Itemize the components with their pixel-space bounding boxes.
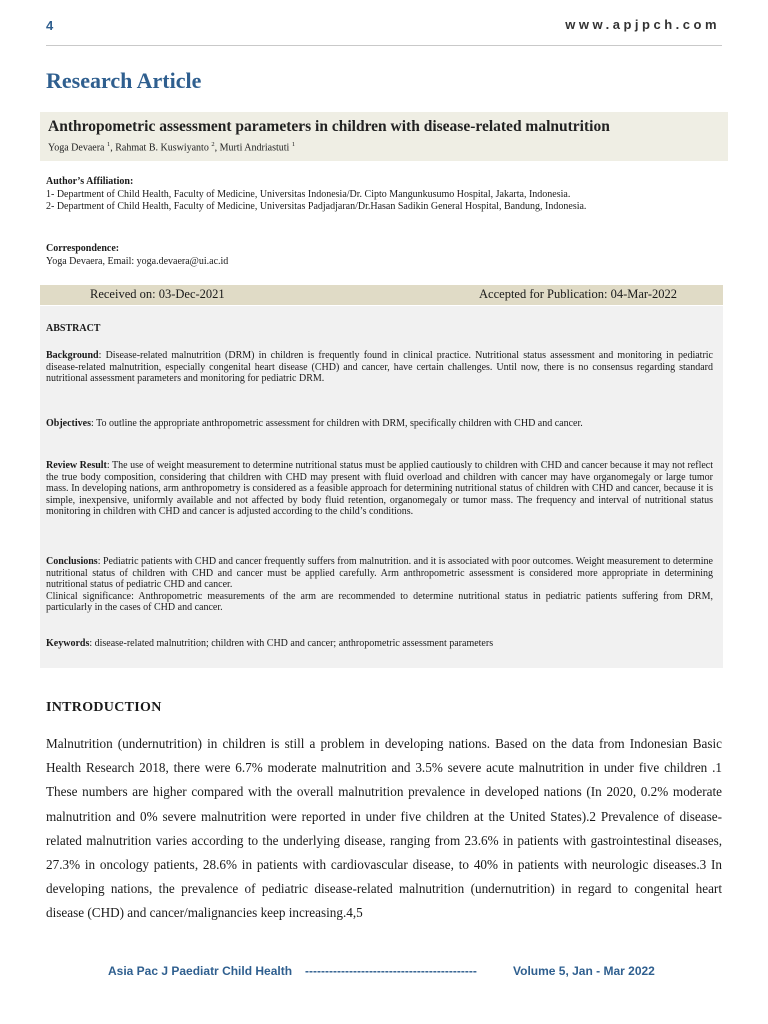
introduction-text: Malnutrition (undernutrition) in children is still a problem in developing nations. Based on the data from Indonesian Basic Health Research 2018, there were 6.7% moderate malnutrition and 3.5% severe acute malnutrition in under five children .1 These numbers are higher compared with the overall malnutrition prevalence in developed nations (In 2020, 0.2% moderate malnutrition and 0% severe malnutrition were reported in under five children at the United States).2 Prevalence of disease-related malnutrition varies according to the underlying disease, ranging from 23.6% in patients with gastrointestinal diseases, 27.3% in oncology patients, 28.6% in patients with cardiovascular disease, to 40% in patients with neurologic diseases.3 In developing nations, the prevalence of pediatric disease-related malnutrition (undernutrition) in regard to congenital heart disease (CHD) and cancer/malignancies keep increasing.4,5 — [46, 736, 722, 921]
journal-website[interactable]: www.apjpch.com — [565, 17, 720, 32]
author-name: Yoga Devaera — [48, 142, 105, 154]
abstract-conclusions-text: : Pediatric patients with CHD and cancer frequently suffers from malnutrition. and it is associated with poor outcomes. Weight measurement to determine nutritional status of children with CHD and cancer must be applied carefully. Arm anthropometric assessment is considered more appropriate in determining nutritional status of pediatric CHD and cancer. — [46, 556, 713, 591]
footer-journal: Asia Pac J Paediatr Child Health — [108, 964, 293, 978]
abstract-heading: ABSTRACT — [46, 323, 101, 334]
correspondence-section — [46, 243, 722, 268]
affiliation-section — [46, 176, 722, 214]
received-date: Received on: 03-Dec-2021 — [90, 287, 225, 301]
abstract-review-result — [46, 460, 713, 518]
abstract-conclusions-label: Conclusions — [46, 556, 98, 567]
abstract-keywords-text: : disease-related malnutrition; children with CHD and cancer; anthropometric assessment parameters — [89, 638, 494, 649]
footer-separator: ------------------------------------------- — [305, 964, 477, 978]
affiliation-heading: Author’s Affiliation: — [46, 176, 134, 187]
author-name: Murti Andriastuti — [219, 142, 290, 154]
dates-bar — [40, 285, 723, 305]
abstract-background — [46, 350, 713, 385]
author-affiliation-marker: 2 — [211, 141, 215, 148]
article-title: Anthropometric assessment parameters in children with disease-related malnutrition — [48, 118, 610, 135]
abstract-conclusions — [46, 556, 713, 614]
abstract-background-label: Background — [46, 350, 99, 361]
footer-volume: Volume 5, Jan - Mar 2022 — [513, 964, 655, 978]
abstract-clinical-significance: Clinical significance: Anthropometric measurements of the arm are recommended to determine nutritional status in pediatric patients suffering from DRM, particularly in the cases of CHD and cancer. — [46, 590, 713, 614]
author-affiliation-marker: 1 — [291, 141, 296, 148]
title-box — [40, 112, 728, 161]
correspondence-heading: Correspondence: — [46, 243, 120, 254]
abstract-background-text: : Disease-related malnutrition (DRM) in children is frequently found in clinical practice. Nutritional status assessment and monitoring in pediatric disease-related malnutrition, especially congenital heart disease (CHD) and cancer, have certain challenges. Until now, there is no consensus regarding standard nutritional assessment parameters and monitoring for pediatric DRM. — [46, 350, 713, 385]
affiliation-line: 1- Department of Child Health, Faculty of Medicine, Universitas Indonesia/Dr. Cipto Mangunkusumo Hospital, Jakarta, Indonesia. — [46, 188, 571, 200]
abstract-objectives — [46, 418, 713, 430]
header-divider — [46, 45, 722, 46]
author-name: Rahmat B. Kuswiyanto — [115, 142, 209, 154]
author-affiliation-marker: 1 — [106, 141, 111, 148]
abstract-box — [40, 306, 723, 668]
affiliation-line: 2- Department of Child Health, Faculty of Medicine, Universitas Padjadjaran/Dr.Hasan Sadikin General Hospital, Bandung, Indonesia. — [46, 201, 587, 212]
section-label: Research Article — [46, 68, 202, 93]
correspondence-text: Yoga Devaera, Email: yoga.devaera@ui.ac.id — [46, 255, 229, 267]
accepted-date: Accepted for Publication: 04-Mar-2022 — [479, 287, 677, 301]
author-list: Yoga Devaera $^1$, Rahmat B. Kuswiyanto $^2$, Murti Andriastuti $^1$ — [48, 141, 296, 154]
page-number: 4 — [46, 18, 54, 33]
abstract-review-label: Review Result — [46, 460, 107, 471]
introduction-heading: INTRODUCTION — [46, 700, 162, 715]
abstract-objectives-text: : To outline the appropriate anthropometric assessment for children with DRM, specifically children with CHD and cancer. — [91, 418, 583, 429]
abstract-review-text: : The use of weight measurement to determine nutritional status must be applied cautiously to children with CHD and cancer because it may not reflect the true body composition, considering that children with CHD may present with fluid overload and children with cancer may have organomegaly or large tumor mass. In developing nations, arm anthropometry is considered as a feasible approach for determining nutritional status of children with CHD and cancer, because it is simple, inexpensive, uniformly available and not affected by body fluid retention, organomegaly or tumor mass. The frequency and interval of nutritional status monitoring in children with CHD and cancer is adjusted according to the child’s conditions. — [46, 460, 713, 518]
abstract-keywords-label: Keywords — [46, 638, 90, 649]
abstract-keywords — [46, 638, 713, 650]
abstract-objectives-label: Objectives — [46, 418, 91, 429]
